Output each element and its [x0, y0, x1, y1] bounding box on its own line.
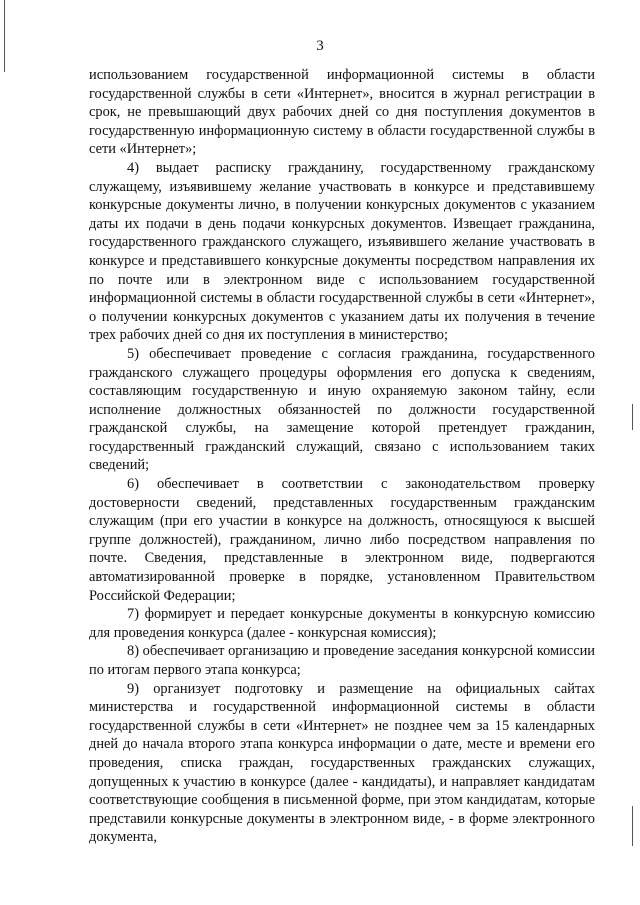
scan-edge-mark	[4, 0, 5, 72]
paragraph-item-7: 7) формирует и передает конкурсные документы в конкурсную комиссию для проведения конкурса (далее - конкурсная комиссия);	[89, 606, 595, 641]
page-number: 3	[316, 38, 324, 54]
scan-edge-mark	[632, 404, 633, 430]
paragraph-continuation: использованием государственной информационной системы в области государственной службы в сети «Интернет», вносится в журнал регистрации в срок, не превышающий двух рабочих дней со дня поступления документов в государственную информационную систему в области государственной службы в сети «Интернет»;	[89, 67, 595, 158]
document-body	[89, 66, 595, 847]
paragraph-item-4: 4) выдает расписку гражданину, государственному гражданскому служащему, изъявившему желание участвовать в конкурсе и представившему конкурсные документы лично, в получении конкурсных документов с указанием даты их подачи в день подачи конкурсных документов. Извещает гражданина, государственного гражданского служащего, изъявившего желание участвовать в конкурсе и представившего конкурсные документы посредством направления их по почте или в электронном виде с использованием государственной информационной системы в области государственной службы в сети «Интернет», о получении конкурсных документов с указанием даты их получения в течение трех рабочих дней со дня их поступления в министерство;	[89, 159, 595, 344]
paragraph-item-9: 9) организует подготовку и размещение на официальных сайтах министерства и государственной информационной системы в области государственной службы в сети «Интернет» не позднее чем за 15 календарных дней до начала второго этапа конкурса информации о дате, месте и времени его проведения, списка граждан, государственных гражданских служащих, допущенных к участию в конкурсе (далее - кандидаты), и направляет кандидатам соответствующие сообщения в письменной форме, при этом кандидатам, которые представили конкурсные документы в электронном виде, - в форме электронного документа,	[89, 680, 595, 846]
scan-edge-mark	[632, 806, 633, 846]
paragraph-item-6: 6) обеспечивает в соответствии с законодательством проверку достоверности сведений, представленных государственным гражданским служащим (при его участии в конкурсе на должность, относящуюся к высшей группе должностей), гражданином, лично либо посредством направления по почте. Сведения, представленные в электронном виде, подвергаются автоматизированной проверке в порядке, установленном Правительством Российской Федерации;	[89, 476, 595, 604]
paragraph-item-8: 8) обеспечивает организацию и проведение заседания конкурсной комиссии по итогам первого этапа конкурса;	[89, 643, 595, 678]
paragraph-item-5: 5) обеспечивает проведение с согласия гражданина, государственного гражданского служащего процедуры оформления его допуска к сведениям, составляющим государственную и иную охраняемую законом тайну, если исполнение должностных обязанностей по должности государственной гражданской службы, на замещение которой претендует гражданин, государственный гражданский служащий, связано с использованием таких сведений;	[89, 345, 595, 474]
